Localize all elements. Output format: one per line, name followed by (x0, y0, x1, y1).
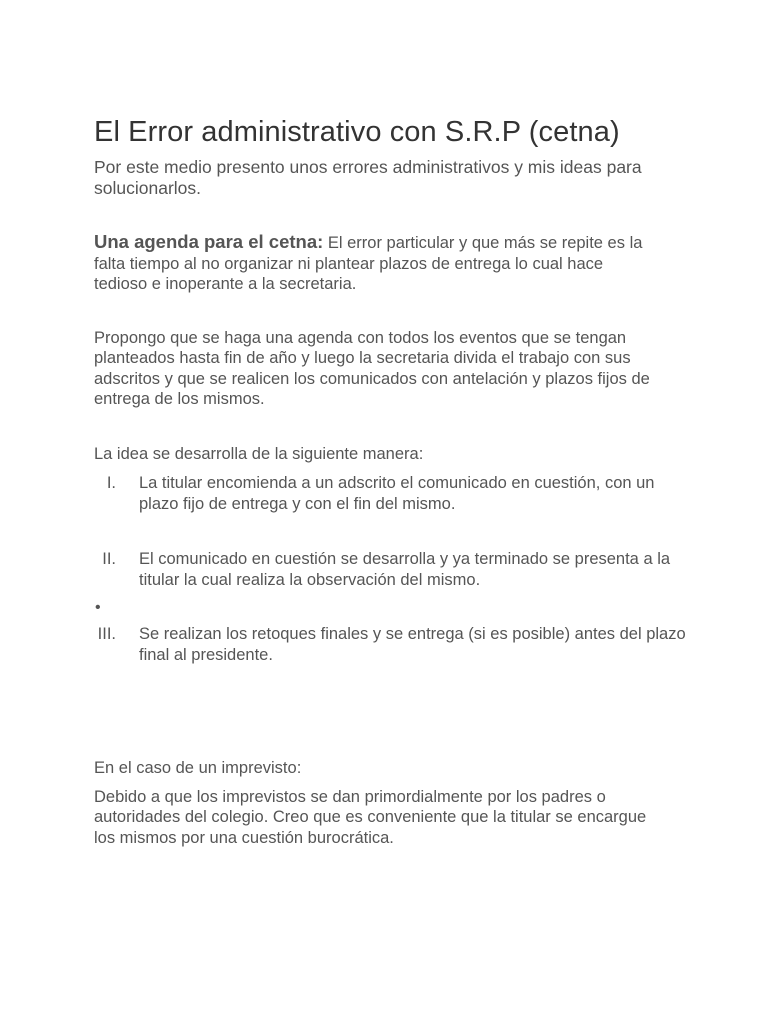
document-title: El Error administrativo con S.R.P (cetna) (94, 116, 620, 148)
bullet-marker: • (95, 599, 101, 616)
step-number: I. (106, 474, 116, 492)
step-text: El comunicado en cuestión se desarrolla y ya terminado se presenta a la titular la cual realiza la observación del mismo. (139, 550, 671, 589)
step-text: La titular encomienda a un adscrito el comunicado en cuestión, con un plazo fijo de entrega y con el fin del mismo. (139, 474, 655, 513)
step-number: III. (97, 625, 116, 643)
document-body (94, 110, 694, 848)
list-item (94, 549, 694, 590)
proposal-paragraph: Propongo que se haga una agenda con todos los eventos que se tengan planteados hasta fin de año y luego la secretaria divida el trabajo con sus adscritos y que se realicen los comunicados con antelación y plazos fijos de entrega de los mismos. (94, 328, 650, 408)
step-number: II. (102, 550, 116, 568)
contingency-heading: En el caso de un imprevisto: (94, 759, 302, 777)
step-text: Se realizan los retoques finales y se entrega (si es posible) antes del plazo final al presidente. (139, 625, 686, 664)
contingency-paragraph: Debido a que los imprevistos se dan primordialmente por los padres o autoridades del colegio. Creo que es conveniente que la titular se encargue los mismos por una cuestión burocrática. (94, 787, 647, 847)
list-item (94, 624, 694, 665)
agenda-heading: Una agenda para el cetna: (94, 231, 324, 252)
agenda-paragraph (94, 232, 654, 295)
steps-intro: La idea se desarrolla de la siguiente manera: (94, 444, 424, 463)
steps-list (94, 473, 694, 665)
list-item (94, 473, 694, 514)
intro-paragraph: Por este medio presento unos errores administrativos y mis ideas para solucionarlos. (94, 157, 642, 198)
agenda-text: El error particular y que más se repite es la falta tiempo al no organizar ni plantear plazos de entrega lo cual hace tedioso e inoperante a la secretaria. (94, 234, 643, 293)
